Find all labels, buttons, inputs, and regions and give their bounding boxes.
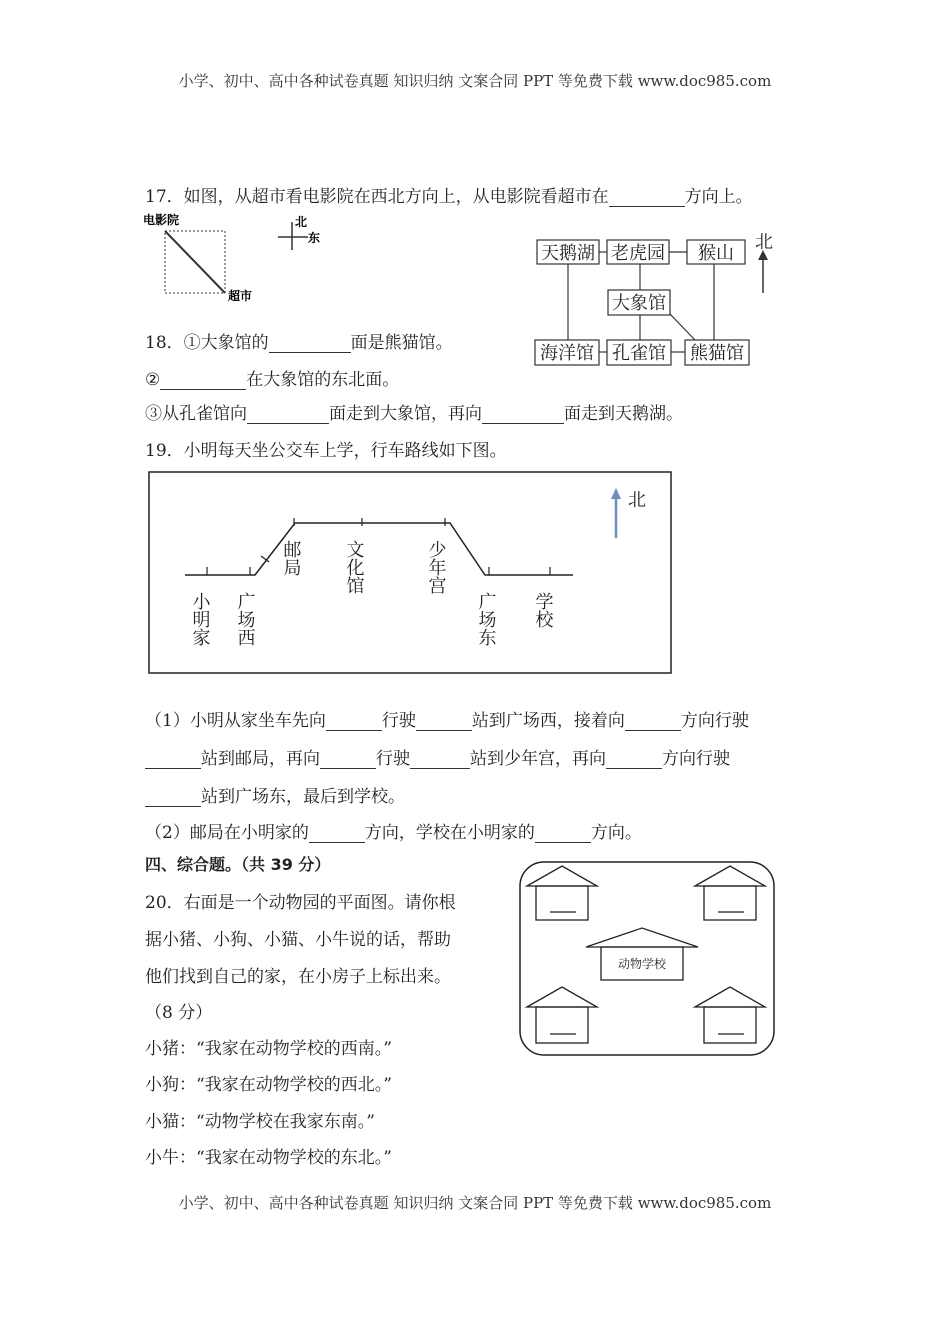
q20-line-1: 20．右面是一个动物园的平面图。请你根 xyxy=(145,893,456,913)
q19-blank-8[interactable] xyxy=(145,788,201,807)
q19-part1-line2 xyxy=(145,744,730,769)
q19-part1-line3 xyxy=(145,782,405,807)
q19-p1d: 方向行驶 xyxy=(680,711,749,731)
route-map-frame xyxy=(149,472,671,673)
q18-blank-1[interactable] xyxy=(269,334,351,353)
stop-school: 学校 xyxy=(532,592,554,628)
monkey-hill-label: 猴山 xyxy=(698,243,734,264)
stop-home: 小明家 xyxy=(189,592,211,646)
q19-blank-7[interactable] xyxy=(606,750,662,769)
panda-hall-label: 熊猫馆 xyxy=(690,343,744,364)
q19-blank-4[interactable] xyxy=(145,750,201,769)
q19-p4b: 方向，学校在小明家的 xyxy=(364,823,535,843)
q17-text-a: 17．如图，从超市看电影院在西北方向上，从电影院看超市在 xyxy=(145,187,609,207)
q20-cat-says: 小猫：“动物学校在我家东南。” xyxy=(145,1112,375,1132)
q18-blank-4[interactable] xyxy=(482,405,564,424)
q19-p2b: 行驶 xyxy=(376,749,410,769)
q18-l2a: ② xyxy=(145,370,161,390)
q19-intro: 19．小明每天坐公交车上学，行车路线如下图。 xyxy=(145,441,507,461)
q18-blank-3[interactable] xyxy=(247,405,329,424)
zoo-plan xyxy=(518,860,778,1060)
q20-line-2: 据小猪、小狗、小猫、小牛说的话，帮助 xyxy=(145,930,451,950)
elephant-hall-label: 大象馆 xyxy=(612,293,666,314)
q18-line-1 xyxy=(145,328,453,353)
q19-p1b: 行驶 xyxy=(381,711,416,731)
q17-figure xyxy=(140,210,330,310)
q20-pig-says: 小猪：“我家在动物学校的西南。” xyxy=(145,1039,392,1059)
q19-part1-line1 xyxy=(145,706,749,731)
q18-line-2 xyxy=(145,365,399,390)
animal-school xyxy=(586,928,698,980)
compass-north-label: 北 xyxy=(295,215,308,229)
q19-blank-6[interactable] xyxy=(410,750,470,769)
zoo-north-label: 北 xyxy=(755,232,773,253)
q18-l3b: 面走到大象馆，再向 xyxy=(329,404,482,424)
route-north-label: 北 xyxy=(628,490,646,511)
stop-square-west: 广场西 xyxy=(234,592,256,646)
q18-l3a: ③从孔雀馆向 xyxy=(145,404,247,424)
market-label: 超市 xyxy=(228,289,253,303)
bus-route-map xyxy=(148,470,673,675)
q18-l3c: 面走到天鹅湖。 xyxy=(564,404,683,424)
stop-youth-palace: 少年宫 xyxy=(425,540,447,594)
q19-p4c: 方向。 xyxy=(590,823,642,843)
q19-part2 xyxy=(145,818,642,843)
stop-square-east: 广场东 xyxy=(475,592,497,646)
q18-l2b: 在大象馆的东北面。 xyxy=(246,370,400,390)
house-northeast[interactable] xyxy=(695,866,765,920)
q18-line-3 xyxy=(145,399,683,424)
q19-p1c: 站到广场西，接着向 xyxy=(471,711,625,731)
q19-blank-10[interactable] xyxy=(535,824,591,843)
q19-p2d: 方向行驶 xyxy=(662,749,730,769)
diagonal-line xyxy=(165,231,225,293)
q19-blank-2[interactable] xyxy=(416,712,472,731)
house-southwest[interactable] xyxy=(527,987,597,1043)
stop-culture-hall: 文化馆 xyxy=(343,540,365,594)
tiger-garden-label: 老虎园 xyxy=(611,243,665,264)
question-17 xyxy=(145,182,753,207)
q20-line-3: 他们找到自己的家，在小房子上标出来。 xyxy=(145,967,451,987)
q17-blank[interactable] xyxy=(609,188,685,207)
q19-blank-1[interactable] xyxy=(326,712,382,731)
house-northwest[interactable] xyxy=(527,866,597,920)
q20-cow-says: 小牛：“我家在动物学校的东北。” xyxy=(145,1148,392,1168)
peacock-hall-label: 孔雀馆 xyxy=(612,343,666,364)
compass-east-label: 东 xyxy=(308,231,321,245)
q20-line-4: （8 分） xyxy=(145,1003,213,1023)
bus-route-line xyxy=(185,523,573,575)
route-north-arrow-head-icon xyxy=(611,488,621,499)
house-southeast[interactable] xyxy=(695,987,765,1043)
page-header: 小学、初中、高中各种试卷真题 知识归纳 文案合同 PPT 等免费下载 www.doc985.com xyxy=(178,72,772,90)
section-4-title: 四、综合题。（共 39 分） xyxy=(145,855,331,874)
q19-p4a: （2）邮局在小明家的 xyxy=(145,823,309,843)
swan-lake-label: 天鹅湖 xyxy=(541,243,595,264)
q19-blank-9[interactable] xyxy=(309,824,365,843)
q19-p1a: （1）小明从家坐车先向 xyxy=(145,711,326,731)
q19-p3a: 站到广场东，最后到学校。 xyxy=(201,787,405,807)
animal-school-label: 动物学校 xyxy=(617,957,667,971)
q17-text-b: 方向上。 xyxy=(684,187,753,207)
q18-l1b: 面是熊猫馆。 xyxy=(350,333,453,353)
q19-p2c: 站到少年宫，再向 xyxy=(470,749,606,769)
q19-blank-5[interactable] xyxy=(320,750,376,769)
stop-post-office: 邮局 xyxy=(280,540,302,576)
q19-p2a: 站到邮局，再向 xyxy=(201,749,320,769)
q19-blank-3[interactable] xyxy=(625,712,681,731)
q18-blank-2[interactable] xyxy=(160,371,246,390)
page-footer: 小学、初中、高中各种试卷真题 知识归纳 文案合同 PPT 等免费下载 www.doc985.com xyxy=(178,1194,772,1212)
ocean-hall-label: 海洋馆 xyxy=(540,343,594,364)
cinema-label: 电影院 xyxy=(143,213,180,227)
zoo-map xyxy=(530,228,790,373)
q20-dog-says: 小狗：“我家在动物学校的西北。” xyxy=(145,1075,392,1095)
q18-l1a: 18．①大象馆的 xyxy=(145,333,269,353)
